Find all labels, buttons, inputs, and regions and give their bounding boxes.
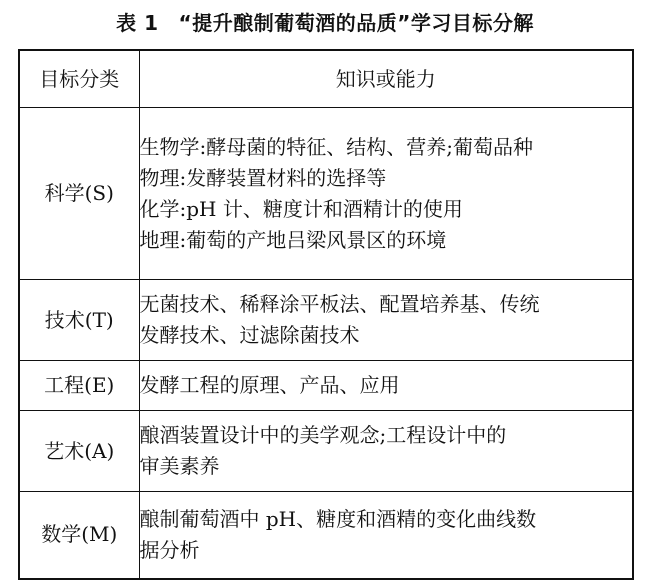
category-art: 艺术(A) (19, 411, 139, 492)
table-header-row (19, 50, 633, 108)
content-technology (139, 280, 633, 361)
header-knowledge-ability: 知识或能力 (139, 50, 633, 108)
content-line: 生物学:酵母菌的特征、结构、营养;葡萄品种 (139, 134, 533, 159)
category-mathematics: 数学(M) (19, 492, 139, 579)
content-science (139, 108, 633, 280)
table-row-art (19, 411, 633, 492)
content-line: 据分析 (139, 537, 200, 562)
content-mathematics (139, 492, 633, 579)
table-title: “提升酿制葡萄酒的品质”学习目标分解 (178, 11, 534, 35)
content-line: 化学:pH 计、糖度计和酒精计的使用 (139, 196, 463, 221)
table-row-technology (19, 280, 633, 361)
content-line: 发酵技术、过滤除菌技术 (139, 323, 360, 347)
table-row-mathematics (19, 492, 633, 579)
content-line: 物理:发酵装置材料的选择等 (139, 165, 387, 190)
content-line: 地理:葡萄的产地吕梁风景区的环境 (139, 227, 447, 252)
category-engineering: 工程(E) (19, 361, 139, 411)
table-caption (0, 10, 650, 36)
table-row-science (19, 108, 633, 280)
table-row-engineering (19, 361, 633, 411)
table-number: 表 1 (116, 11, 159, 35)
category-technology: 技术(T) (19, 280, 139, 361)
category-science: 科学(S) (19, 108, 139, 280)
content-line: 审美素养 (139, 454, 220, 478)
content-art (139, 411, 633, 492)
content-line: 酿制葡萄酒中 pH、糖度和酒精的变化曲线数 (139, 506, 537, 531)
learning-goals-table (18, 49, 634, 580)
content-line: 无菌技术、稀释涂平板法、配置培养基、传统 (139, 292, 540, 316)
content-line: 发酵工程的原理、产品、应用 (139, 373, 400, 397)
header-goal-category: 目标分类 (19, 50, 139, 108)
content-line: 酿酒装置设计中的美学观念;工程设计中的 (139, 423, 507, 447)
content-engineering (139, 361, 633, 411)
